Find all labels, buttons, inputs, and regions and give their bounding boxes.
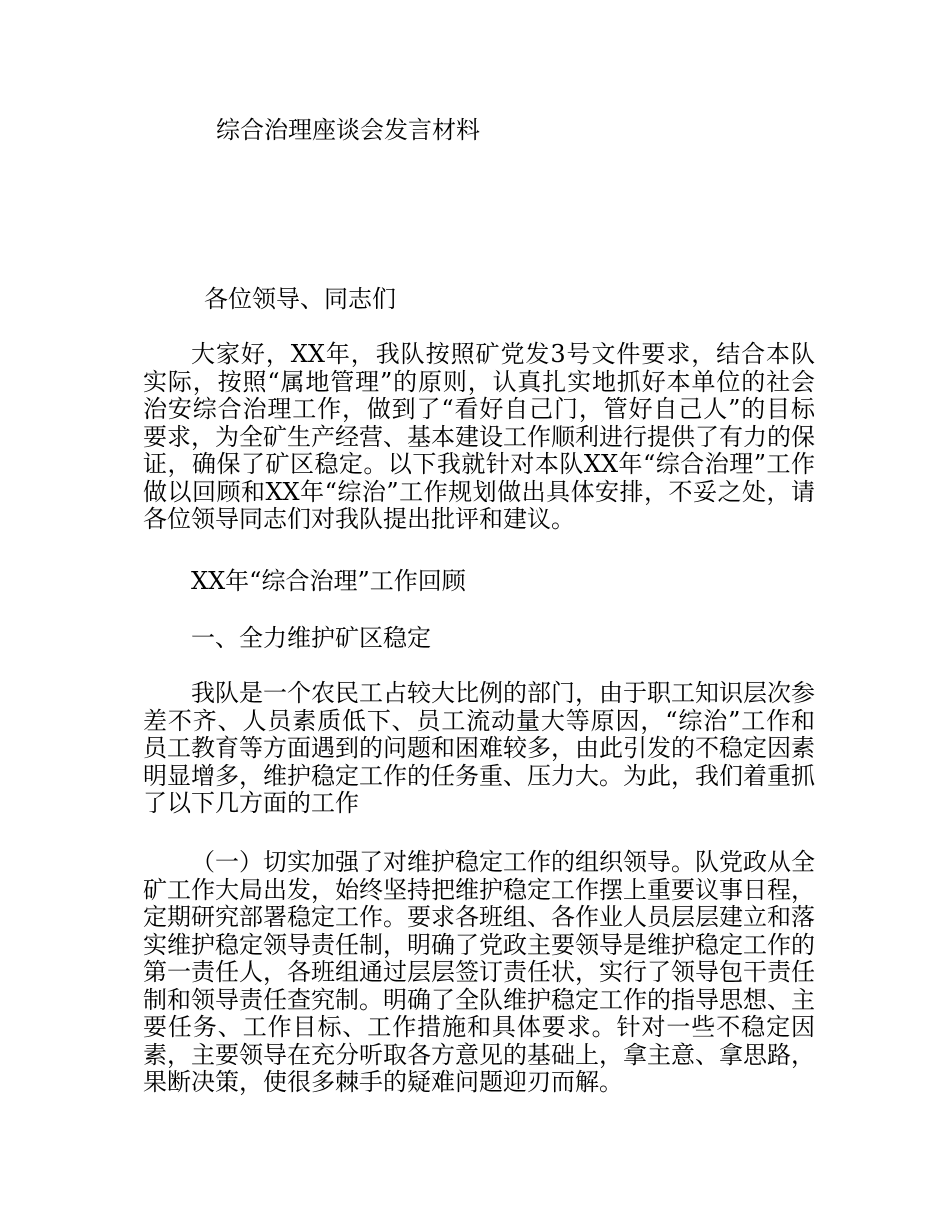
review-heading: XX年“综合治理”工作回顾 [191,567,466,595]
intro-paragraph: 大家好，XX年，我队按照矿党发3号文件要求，结合本队实际，按照“属地管理”的原则，认真扎实地抓好本单位的社会治安综合治理工作，做到了“看好自己门，管好自己人”的目标要求，为全矿生产经营、基本建设工作顺利进行提供了有力的保证，确保了矿区稳定。以下我就针对本队XX年“综合治理”工作做以回顾和XX年“综治”工作规划做出具体安排，不妥之处，请各位领导同志们对我队提出批评和建议。 [143,340,815,533]
document-title: 综合治理座谈会发言材料 [216,116,480,144]
section-1-paragraph: 我队是一个农民工占较大比例的部门，由于职工知识层次参差不齐、人员素质低下、员工流动量大等原因，“综治”工作和员工教育等方面遇到的问题和困难较多，由此引发的不稳定因素明显增多，维护稳定工作的任务重、压力大。为此，我们着重抓了以下几方面的工作 [143,679,815,817]
section-1-heading: 一、全力维护矿区稳定 [191,624,431,652]
item-1-paragraph: （一）切实加强了对维护稳定工作的组织领导。队党政从全矿工作大局出发，始终坚持把维护稳定工作摆上重要议事日程，定期研究部署稳定工作。要求各班组、各作业人员层层建立和落实维护稳定领导责任制，明确了党政主要领导是维护稳定工作的第一责任人，各班组通过层层签订责任状，实行了领导包干责任制和领导责任查究制。明确了全队维护稳定工作的指导思想、主要任务、工作目标、工作措施和具体要求。针对一些不稳定因素，主要领导在充分听取各方意见的基础上，拿主意、拿思路，果断决策，使很多棘手的疑难问题迎刃而解。 [143,848,815,1096]
salutation: 各位领导、同志们 [204,285,396,313]
